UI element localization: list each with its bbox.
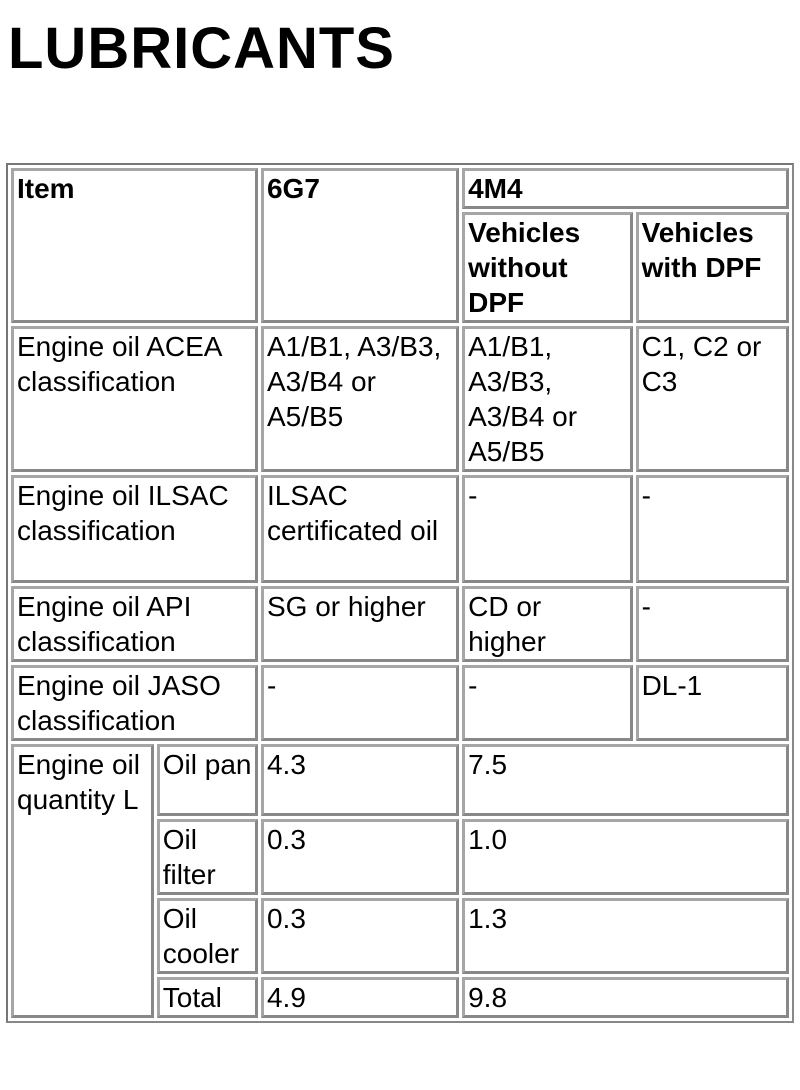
row-4m4-with-dpf: - [636, 475, 789, 583]
header-without-dpf: Vehicles without DPF [462, 212, 632, 323]
table-row [11, 665, 789, 741]
row-item: Engine oil ILSAC classification [11, 475, 258, 583]
quantity-6g7: 0.3 [261, 819, 459, 895]
row-4m4-with-dpf: DL-1 [636, 665, 789, 741]
row-6g7: SG or higher [261, 586, 459, 662]
lubricants-table [6, 163, 794, 1023]
quantity-4m4: 9.8 [462, 977, 789, 1018]
row-item: Engine oil JASO classification [11, 665, 258, 741]
row-4m4-without-dpf: - [462, 665, 632, 741]
quantity-row [11, 744, 789, 816]
header-6g7: 6G7 [261, 168, 459, 323]
quantity-label: Engine oil quantity L [11, 744, 154, 1018]
quantity-6g7: 4.9 [261, 977, 459, 1018]
quantity-part: Oil filter [157, 819, 258, 895]
quantity-4m4: 1.3 [462, 898, 789, 974]
row-item: Engine oil API classification [11, 586, 258, 662]
quantity-4m4: 7.5 [462, 744, 789, 816]
row-6g7: ILSAC certificated oil [261, 475, 459, 583]
row-6g7: A1/B1, A3/B3, A3/B4 or A5/B5 [261, 326, 459, 472]
quantity-part: Total [157, 977, 258, 1018]
quantity-part: Oil cooler [157, 898, 258, 974]
row-4m4-without-dpf: A1/B1, A3/B3, A3/B4 or A5/B5 [462, 326, 632, 472]
row-6g7: - [261, 665, 459, 741]
row-4m4-with-dpf: C1, C2 or C3 [636, 326, 789, 472]
row-4m4-with-dpf: - [636, 586, 789, 662]
header-row [11, 168, 789, 209]
table-row [11, 326, 789, 472]
quantity-6g7: 4.3 [261, 744, 459, 816]
header-item: Item [11, 168, 258, 323]
quantity-4m4: 1.0 [462, 819, 789, 895]
table-row [11, 586, 789, 662]
page-title: LUBRICANTS [8, 16, 395, 81]
row-item: Engine oil ACEA classification [11, 326, 258, 472]
header-4m4: 4M4 [462, 168, 789, 209]
table-row [11, 475, 789, 583]
header-with-dpf: Vehicles with DPF [636, 212, 789, 323]
row-4m4-without-dpf: - [462, 475, 632, 583]
quantity-6g7: 0.3 [261, 898, 459, 974]
row-4m4-without-dpf: CD or higher [462, 586, 632, 662]
quantity-part: Oil pan [157, 744, 258, 816]
